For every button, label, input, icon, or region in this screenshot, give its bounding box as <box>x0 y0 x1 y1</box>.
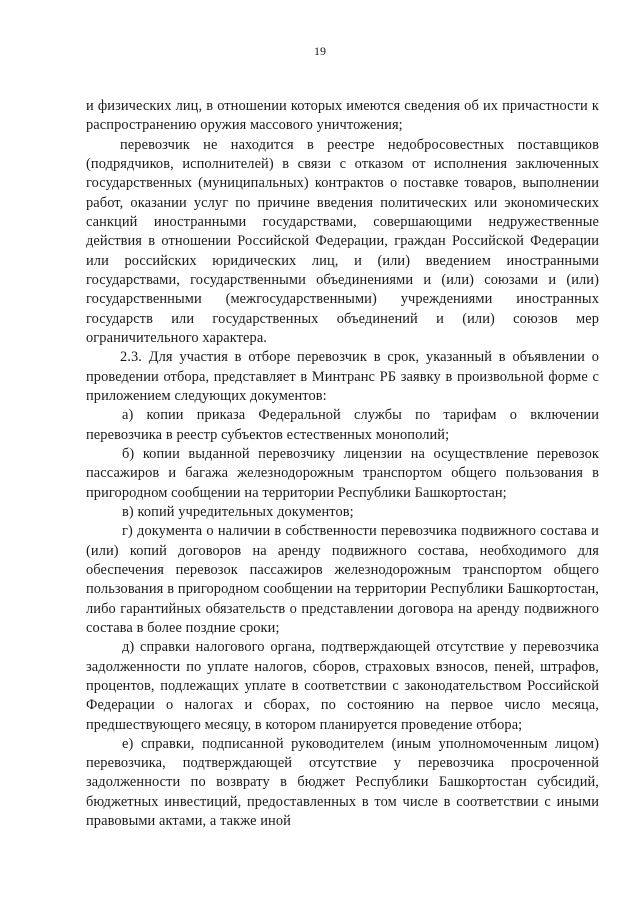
document-body <box>86 97 599 831</box>
list-item-b: б) копии выданной перевозчику лицензии на осуществление перевозок пассажиров и багажа железнодорожным транспортом общего пользования в пригородном сообщении на территории Республики Башкортостан; <box>86 445 599 501</box>
list-item-a: а) копии приказа Федеральной службы по тарифам о включении перевозчика в реестр субъектов естественных монополий; <box>86 407 599 443</box>
list-item-g: г) документа о наличии в собственности перевозчика подвижного состава и (или) копий договоров на аренду подвижного состава, необходимого для обеспечения перевозок пассажиров железнодорожным транспортом общего пользования в пригородном сообщении на территории Республики Башкортостан, либо гарантийных обязательств о представлении договора на аренду подвижного состава в более поздние сроки; <box>86 523 599 636</box>
paragraph-continuation: и физических лиц, в отношении которых имеются сведения об их причастности к распространению оружия массового уничтожения; <box>86 98 599 134</box>
page-number: 19 <box>314 44 326 58</box>
paragraph-carrier-registry: перевозчик не находится в реестре недобросовестных поставщиков (подрядчиков, исполнителей) в связи с отказом от исполнения заключенных государственных (муниципальных) контрактов о поставке товаров, выполнении работ, оказании услуг по причине введения политических или экономических санкций иностранными государствами, совершающими недружественные действия в отношении Российской Федерации, граждан Российской Федерации или российских юридических лиц, и (или) введением иностранными государствами, государственными объединениями и (или) союзами и (или) государственными (межгосударственными) учреждениями иностранных государств или государственных объединений и (или) союзов мер ограничительного характера. <box>86 136 599 346</box>
list-item-d: д) справки налогового органа, подтверждающей отсутствие у перевозчика задолженности по уплате налогов, сборов, страховых взносов, пеней, штрафов, процентов, подлежащих уплате в соответствии с законодательством Российской Федерации о налогах и сборах, по состоянию на первое число месяца, предшествующего месяцу, в котором планируется проведение отбора; <box>86 639 599 733</box>
paragraph-section-2-3: 2.3. Для участия в отборе перевозчик в срок, указанный в объявлении о проведении отбора, представляет в Минтранс РБ заявку в произвольной форме с приложением следующих документов: <box>86 349 599 404</box>
list-item-e: е) справки, подписанной руководителем (иным уполномоченным лицом) перевозчика, подтверждающей отсутствие у перевозчика просроченной задолженности по возврату в бюджет Республики Башкортостан субсидий, бюджетных инвестиций, предоставленных в том числе в соответствии с иными правовыми актами, а также иной <box>86 735 599 830</box>
list-item-v: в) копий учредительных документов; <box>122 503 354 520</box>
